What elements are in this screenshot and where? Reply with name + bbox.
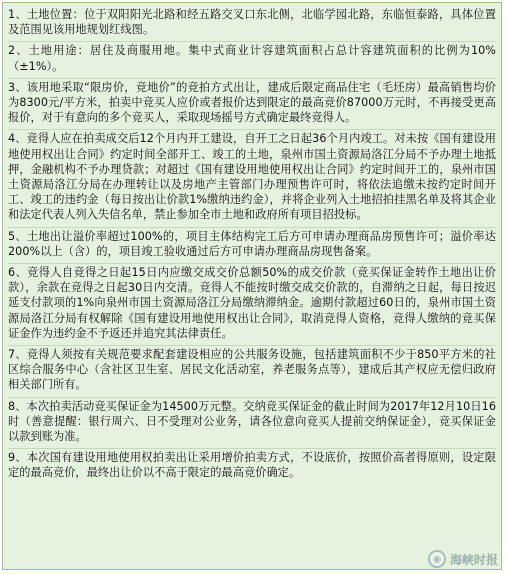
land-auction-terms-panel — [2, 2, 502, 570]
term-item-1: 1、土地位置：位于双阳阳光北路和经五路交叉口东北侧，北临学园北路，东临恒泰路，具体位置及范围见该用地规划红线图。 — [8, 6, 496, 42]
term-item-7: 7、竞得人须按有关规范要求配套建设相应的公共服务设施，包括建筑面积不少于850平方米的社区综合服务中心（含社区卫生室、居民文化活动室，养老服务点等），建成后其产权应无偿归政府相关部门所有。 — [8, 346, 496, 398]
term-item-8: 8、本次拍卖活动竞买保证金为14500万元整。交纳竞买保证金的截止时间为2017年12月10日16时（善意提醒：银行周六、日不受理对公业务，请各位意向竞买人提前交纳保证金），竞买保证金以款到账为准。 — [8, 398, 496, 450]
watermark-text: 海峡时报 — [449, 552, 498, 567]
circle-logo-icon: ◉ — [428, 550, 446, 568]
term-item-6: 6、竞得人自竞得之日起15日内应缴交成交价总额50%的成交价款（竞买保证金转作土地出让价款），余款在竞得之日起30日内交清。竞得人不能按时缴交成交价款的，自滞纳之日起，每日按迟延支付款项的1%向泉州市国土资源局洛江分局缴纳滞纳金。逾期付款超过60日的，泉州市国土资源局洛江分局有权解除《国有建设用地使用权出让合同》，取消竞得人资格，竞得人缴纳的竞买保证金作为违约金不予返还并追究其法律责任。 — [8, 264, 496, 346]
term-item-9: 9、本次国有建设用地使用权拍卖出让采用增价拍卖方式，不设底价，按照价高者得原则，设定限定的最高竞价，最终出让价以不高于限定的最高竞价确定。 — [8, 451, 496, 480]
term-item-2: 2、土地用途：居住及商服用地。集中式商业计容建筑面积占总计容建筑面积的比例为10%（±1%）。 — [8, 42, 496, 78]
term-item-3: 3、该用地采取“限房价，竞地价”的竞拍方式出让，建成后限定商品住宅（毛坯房）最高销售均价为8300元/平方米，拍卖中竞买人应价或者报价达到限定的最高竞价87000万元时，不再接受更高报价，对于有意向的多个竞买人，采取现场摇号方式确定最终竞得人。 — [8, 79, 496, 131]
term-item-5: 5、土地出让溢价率超过100%的，项目主体结构完工后方可申请办理商品房预售许可；溢价率达200%以上（含）的，项目竣工验收通过后方可申请办理商品房现售备案。 — [8, 228, 496, 264]
term-item-4: 4、竞得人应在拍卖成交后12个月内开工建设，自开工之日起36个月内竣工。对未按《国有建设用地使用权出让合同》约定时间全部开工、竣工的土地，泉州市国土资源局洛江分局不予办理土地抵押，金融机构不予办理贷款；对超过《国有建设用地使用权出让合同》约定时间开工的，泉州市国土资源局洛江分局在办理转让以及房地产主管部门办理预售许可时，将依法追缴未按约定时间开工、竣工的违约金（每日按出让价款1%缴纳违约金），并将企业列入土地招拍挂黑名单及将其企业和法定代表人列入失信名单，禁止参加全市土地和政府所有项目招投标。 — [8, 130, 496, 227]
watermark — [428, 550, 498, 568]
